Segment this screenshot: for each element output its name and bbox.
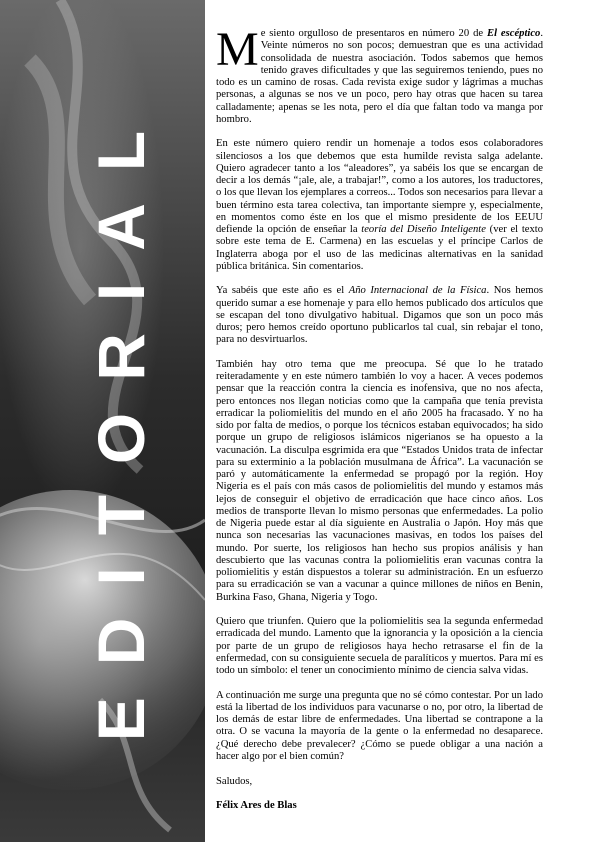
paragraph-4: También hay otro tema que me preocupa. Sé que lo he tratado reiteradamente y en este número también lo voy a hacer. A veces podemos pensar que la reacción contra la ciencia es inofensiva, que no nos afecta, pero entonces nos llegan noticias como que la campaña que tenía prevista erradicar la poliomielitis del mundo en el año 2005 ha fracasado. Y no ha sido por falta de medios, o porque los técnicos estaban equivocados; ha sido porque un grupo de religiosos islámicos nigerianos se ha opuesto a la vacunación. La disculpa esgrimida era que “Estados Unidos trata de infectar para su exterminio a la población musulmana de África”. La vacunación se paró y automáticamente la enfermedad se propagó por la región. Hoy Nigeria es el país con más casos de poliomielitis del mundo y estamos más lejos de conseguir el objetivo de erradicación que hace cinco años. Los medios de transporte llevan lo mismo personas que enfermedades. La polio de Nigeria puede estar al día siguiente en Australia o Japón. Hoy más que nunca son necesarias las vacunaciones masivas, en todos los países del mundo. Por suerte, los religiosos han hecho sus propios análisis y han descubierto que las vacunas contra la poliomielitis eran vacunas contra la poliomielitis y están dispuestos a tolerar su administración. En un esfuerzo para su erradicación se van a vacunar a quince millones de niños en Benin, Burkina Faso, Ghana, Nigeria y Togo. [216,358,543,603]
signature: Félix Ares de Blas [216,800,297,812]
paragraph-1 [216,23,543,126]
closing: Saludos, [216,775,253,787]
drop-cap: M [216,23,259,76]
paragraph-1-text-cont: . Veinte números no son pocos; demuestran que es una actividad consolidada de nuestra asociación. Todos sabemos que hemos tenido graves dificultades y que las seguiremos teniendo, pues no todo es un camino de rosas. Cada revista exige sudor y lágrimas a muchas personas, a algunas se nos ve un poco, pero hay otras que hacen su tarea calladamente; apenas se les nota, pero el día que faltan todo va manga por hombro. [216,28,543,125]
intelligent-design-term: teoría del Diseño Inteligente [361,224,486,236]
editorial-article [216,23,543,825]
paragraph-6: A continuación me surge una pregunta que no sé cómo contestar. Por un lado está la libertad de los individuos para vacunarse o no, por otro, la libertad de los demás de estar libre de enfermedades. Una libertad se contrapone a la otra. O se vacuna la mayoría de la gente o la enfermedad no desaparece. ¿Qué derecho debe prevalecer? ¿Cómo se puede obligar a una nación a hacer algo por el bien común? [216,689,543,762]
paragraph-3-text-cont: . Nos hemos querido sumar a ese homenaje y para ello hemos publicado dos artículos que se escapan del tono divulgativo habitual. Digamos que son un poco más duros; pero hemos creído oportuno publicarlos tal cual, sin rebajar el tono, para no desvirtuarlos. [216,285,543,346]
paragraph-2-text-cont: (ver el texto sobre este tema de E. Carmena) en las escuelas y el príncipe Carlos de Inglaterra aboga por el uso de las medicinas alternativas en la sanidad pública británica. Sin comentarios. [216,224,543,272]
sidebar-photo [0,0,205,842]
paragraph-2-text: En este número quiero rendir un homenaje a todos esos colaboradores silenciosos a los que debemos que esta humilde revista salga adelante. Quiero agradecer tanto a los “aleadores”, ya sabéis los que se encargan de decir a los demás “¡ale, ale, a trabajar!”, como a los autores, los traductores, o los que llevan los ejemplares a correos... Todos son necesarios para llevar a buen término esta tarea colectiva, tan importante siempre y, especialmente, en momentos como éste en los que el mismo presidente de los EEUU defiende la opción de enseñar la [216,138,543,236]
magazine-name: El escéptico [487,28,541,39]
editorial-vertical-title: EDITORIAL [84,98,158,742]
paragraph-3 [216,285,543,346]
paragraph-5: Quiero que triunfen. Quiero que la poliomielitis sea la segunda enfermedad erradicada del mundo. Lamento que la ignorancia y la oposición a la ciencia por parte de un grupo de religiosos haya hecho retrasarse el fin de la enfermedad, con su consiguiente secuela de paralíticos y muertos. Para mí es todo un símbolo: el tener un conocimiento mínimo de ciencia salva vidas. [216,616,543,677]
paragraph-2 [216,138,543,273]
physics-year-term: Año Internacional de la Física [348,285,487,297]
paragraph-1-text: e siento orgulloso de presentaros en número 20 de [260,28,487,39]
paragraph-3-text: Ya sabéis que este año es el [216,285,349,297]
